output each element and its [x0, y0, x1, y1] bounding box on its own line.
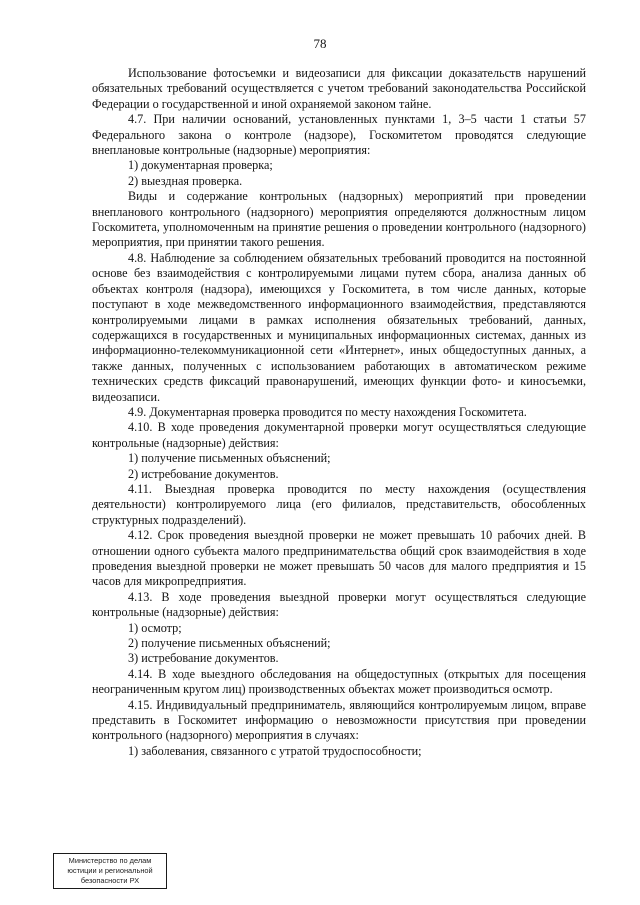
list-item: 1) осмотр; [128, 620, 182, 635]
stamp-line-2: юстиции и региональной [67, 866, 153, 875]
registration-stamp [53, 853, 167, 889]
list-item: 2) получение письменных объяснений; [128, 636, 331, 651]
list-item: 2) истребование документов. [128, 466, 279, 481]
paragraph: Использование фотосъемки и видеозаписи для фиксации доказательств нарушений обязательных требований осуществляется с учетом требований законодательства Российской Федерации о государственной и иной охраняемой законом тайне. [92, 66, 586, 111]
paragraph: 4.8. Наблюдение за соблюдением обязательных требований проводится на постоянной основе без взаимодействия с контролируемыми лицами путем сбора, анализа данных об объектах контроля (надзора), имеющихся у Госкомитета, в том числе данных, которые поступают в ходе межведомственного информационного взаимодействия, представляются контролируемыми лицами в рамках исполнения обязательных требований, данных, содержащихся в государственных и муниципальных информационных системах, данных из информационно-телекоммуникационной сети «Интернет», иных общедоступных данных, а также данных, полученных с использованием работающих в автоматическом режиме технических средств фиксаций правонарушений, имеющих функции фото- и киносъемки, видеозаписи. [92, 250, 586, 404]
paragraph: 4.10. В ходе проведения документарной проверки могут осуществляться следующие контрольные (надзорные) действия: [92, 420, 586, 450]
list-item: 2) выездная проверка. [128, 173, 243, 188]
paragraph: 4.11. Выездная проверка проводится по месту нахождения (осуществления деятельности) контролируемого лица (его филиалов, представительств, обособленных структурных подразделений). [92, 481, 586, 527]
list-item: 1) получение письменных объяснений; [128, 451, 331, 466]
paragraph: 4.7. При наличии оснований, установленных пунктами 1, 3–5 части 1 статьи 57 Федерального закона о контроле (надзоре), Госкомитетом проводятся следующие внеплановые контрольные (надзорные) мероприятия: [92, 112, 586, 158]
paragraph: 4.13. В ходе проведения выездной проверки могут осуществляться следующие контрольные (надзорные) действия: [92, 589, 586, 620]
list-item: 1) документарная проверка; [128, 158, 273, 173]
stamp-line-3: безопасности РХ [80, 876, 140, 885]
paragraph: 4.14. В ходе выездного обследования на общедоступных (открытых для посещения неограниченным кругом лиц) производственных объектах может производиться осмотр. [92, 666, 586, 697]
list-item: 3) истребование документов. [128, 651, 279, 666]
stamp-line-1: Министерство по делам [68, 856, 152, 865]
document-body [92, 66, 586, 759]
paragraph: Виды и содержание контрольных (надзорных) мероприятий при проведении внепланового контрольного (надзорного) мероприятия определяются должностным лицом Госкомитета, уполномоченным на принятие решения о проведении контрольного (надзорного) мероприятия, при принятии такого решения. [92, 189, 586, 250]
list-item: 1) заболевания, связанного с утратой трудоспособности; [128, 743, 422, 758]
page-number: 78 [313, 36, 327, 51]
paragraph: 4.15. Индивидуальный предприниматель, являющийся контролируемым лицом, вправе представить в Госкомитет информацию о невозможности присутствия при проведении контрольного (надзорного) мероприятия в случаях: [92, 697, 586, 743]
paragraph: 4.12. Срок проведения выездной проверки не может превышать 10 рабочих дней. В отношении одного субъекта малого предпринимательства общий срок взаимодействия в ходе проведения выездной проверки не может превышать 50 часов для малого предприятия и 15 часов для микропредприятия. [92, 528, 586, 589]
paragraph: 4.9. Документарная проверка проводится по месту нахождения Госкомитета. [128, 404, 527, 419]
